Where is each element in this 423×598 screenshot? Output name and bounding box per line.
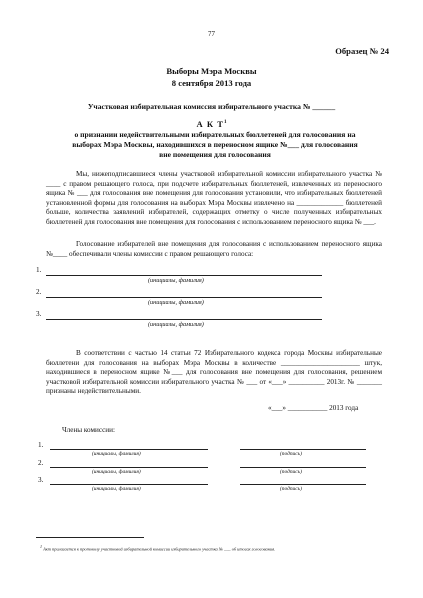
signer-line xyxy=(46,275,322,276)
footnote-mark: 1 xyxy=(40,544,42,549)
members-label: Члены комиссии: xyxy=(62,426,115,434)
member-number: 3. xyxy=(38,476,44,484)
act-footnote-mark: 1 xyxy=(223,120,227,126)
footnote-text: Акт прилагается к протоколу участковой избирательной комиссии избирательного участка № ___ об итогах голосования. xyxy=(43,546,276,552)
member-name-line xyxy=(50,484,208,485)
member-sign-caption: (подпись) xyxy=(280,469,302,475)
page-number: 77 xyxy=(208,30,215,38)
member-name-line xyxy=(50,467,208,468)
footnote xyxy=(40,544,275,551)
member-number: 2. xyxy=(38,459,44,467)
signer-caption: (инициалы, фамилия) xyxy=(148,277,204,284)
member-name-line xyxy=(50,449,208,450)
member-sign-caption: (подпись) xyxy=(280,486,302,492)
member-sign-line xyxy=(240,467,366,468)
date-line: «___» ___________ 2013 года xyxy=(268,404,359,412)
act-subtitle: о признании недействительными избирательных бюллетеней для голосования на выборах Мэра Москвы, находившихся в переносном ящике №___ для голосования вне помещения для голосования xyxy=(72,130,358,159)
signer-caption: (инициалы, фамилия) xyxy=(148,321,204,328)
paragraph-decision: В соответствии с частью 14 статьи 72 Избирательного кодекса города Москвы избирательные бюллетени для голосования на выборах Мэра Москвы в количестве ______________________ штук, находившиеся в переносном ящике №___ для голосования вне помещения для голосования, решением участковой избирательной комиссии избирательного участка № ___ от «___» __________ 2013г. № _______ признаны недействительными. xyxy=(46,349,382,396)
election-title: Выборы Мэра Москвы xyxy=(166,66,257,76)
signer-line xyxy=(46,297,322,298)
footnote-separator xyxy=(36,537,144,538)
member-sign-caption: (подпись) xyxy=(280,451,302,457)
signer-number: 2. xyxy=(36,288,42,296)
member-name-caption: (инициалы, фамилия) xyxy=(92,451,141,457)
signer-caption: (инициалы, фамилия) xyxy=(148,299,204,306)
paragraph-voting: Голосование избирателей вне помещения для голосования с использованием переносного ящика №____ обеспечивали члены комиссии с правом решающего голоса: xyxy=(46,240,382,258)
act-title-text: А К Т xyxy=(196,119,224,129)
election-date: 8 сентября 2013 года xyxy=(171,78,252,88)
signer-number: 1. xyxy=(36,266,42,274)
act-title xyxy=(0,119,423,129)
member-number: 1. xyxy=(38,441,44,449)
member-name-caption: (инициалы, фамилия) xyxy=(92,469,141,475)
member-name-caption: (инициалы, фамилия) xyxy=(92,486,141,492)
paragraph-findings: Мы, нижеподписавшиеся члены участковой избирательной комиссии избирательного участка № ____ с правом решающего голоса, при подсчете избирательных бюллетеней, извлеченных из переносного ящика № ___ для голосования вне помещения для голосования установили, что избирательных бюллетеней установленной формы для голосования на выборах Мэра Москвы извлечено на _____________ бюллетеней больше, количества заявлений избирателей, содержащих отметку о числе полученных избирательных бюллетеней для голосования вне помещения для голосования с использованием переносного ящика № ___. xyxy=(46,170,382,226)
commission-line: Участковая избирательная комиссия избирательного участка № ______ xyxy=(87,102,336,111)
sample-label: Образец № 24 xyxy=(335,46,389,56)
member-sign-line xyxy=(240,449,366,450)
signer-line xyxy=(46,319,322,320)
member-sign-line xyxy=(240,484,366,485)
signer-number: 3. xyxy=(36,310,42,318)
